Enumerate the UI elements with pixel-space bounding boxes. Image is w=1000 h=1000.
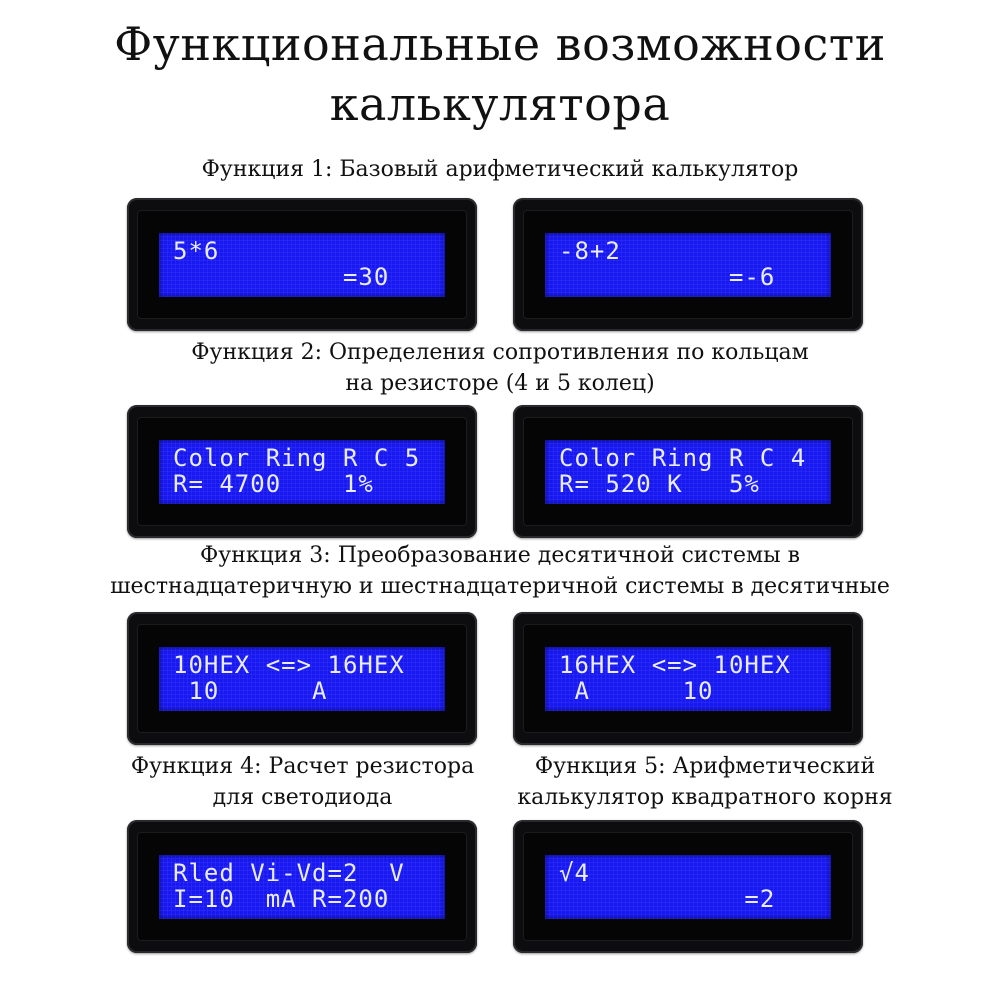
lcd-display-function-2-right (513, 405, 863, 538)
function-4-caption (110, 751, 495, 813)
lcd-display-function-4 (127, 820, 477, 953)
lcd-line-2: 10 A (173, 677, 328, 705)
page-title-line-1: Функциональные возможности (114, 17, 886, 71)
function-1-caption (0, 154, 1000, 185)
function-5-caption-line-1: Функция 5: Арифметический (534, 754, 876, 779)
function-5-caption-line-2: калькулятор квадратного корня (517, 785, 893, 810)
lcd-line-2: A 10 (559, 677, 714, 705)
lcd-screen (545, 440, 831, 504)
lcd-line-1: -8+2 (559, 237, 621, 265)
lcd-line-2: I=10 mA R=200 (173, 885, 390, 913)
function-4-caption-line-2: для светодиода (212, 785, 393, 810)
lcd-display-function-3-right (513, 612, 863, 745)
lcd-line-1: 5*6 (173, 237, 220, 265)
function-5-caption (500, 751, 910, 813)
lcd-screen (159, 233, 445, 297)
function-3-caption (0, 540, 1000, 602)
function-2-caption (0, 337, 1000, 399)
lcd-display-function-3-left (127, 612, 477, 745)
lcd-line-1: 10HEX <=> 16HEX (173, 651, 405, 679)
function-3-caption-line-2: шестнадцатеричную и шестнадцатеричной системы в десятичные (110, 574, 890, 599)
lcd-line-2: R= 520 K 5% (559, 470, 760, 498)
page-title (0, 14, 1000, 134)
lcd-line-2: =2 (559, 885, 776, 913)
lcd-line-1: Color Ring R C 5 (173, 444, 421, 472)
lcd-line-2: =-6 (559, 263, 776, 291)
function-4-caption-line-1: Функция 4: Расчет резистора (130, 754, 475, 779)
function-3-caption-line-1: Функция 3: Преобразование десятичной системы в (200, 543, 800, 568)
page-title-line-2: калькулятора (329, 77, 671, 131)
lcd-line-2: R= 4700 1% (173, 470, 374, 498)
lcd-line-1: 16HEX <=> 10HEX (559, 651, 791, 679)
lcd-screen (159, 647, 445, 711)
lcd-line-2: =30 (173, 263, 390, 291)
lcd-display-function-2-left (127, 405, 477, 538)
lcd-screen (545, 647, 831, 711)
lcd-line-1: Color Ring R C 4 (559, 444, 807, 472)
function-1-caption-text: Функция 1: Базовый арифметический калькулятор (201, 157, 799, 182)
lcd-display-function-1-left (127, 198, 477, 331)
lcd-line-1: √4 (559, 859, 590, 887)
lcd-screen (545, 233, 831, 297)
lcd-screen (159, 440, 445, 504)
lcd-screen (545, 855, 831, 919)
lcd-screen (159, 855, 445, 919)
lcd-display-function-5 (513, 820, 863, 953)
function-2-caption-line-1: Функция 2: Определения сопротивления по кольцам (191, 340, 809, 365)
lcd-display-function-1-right (513, 198, 863, 331)
function-2-caption-line-2: на резисторе (4 и 5 колец) (345, 371, 655, 396)
lcd-line-1: Rled Vi-Vd=2 V (173, 859, 405, 887)
